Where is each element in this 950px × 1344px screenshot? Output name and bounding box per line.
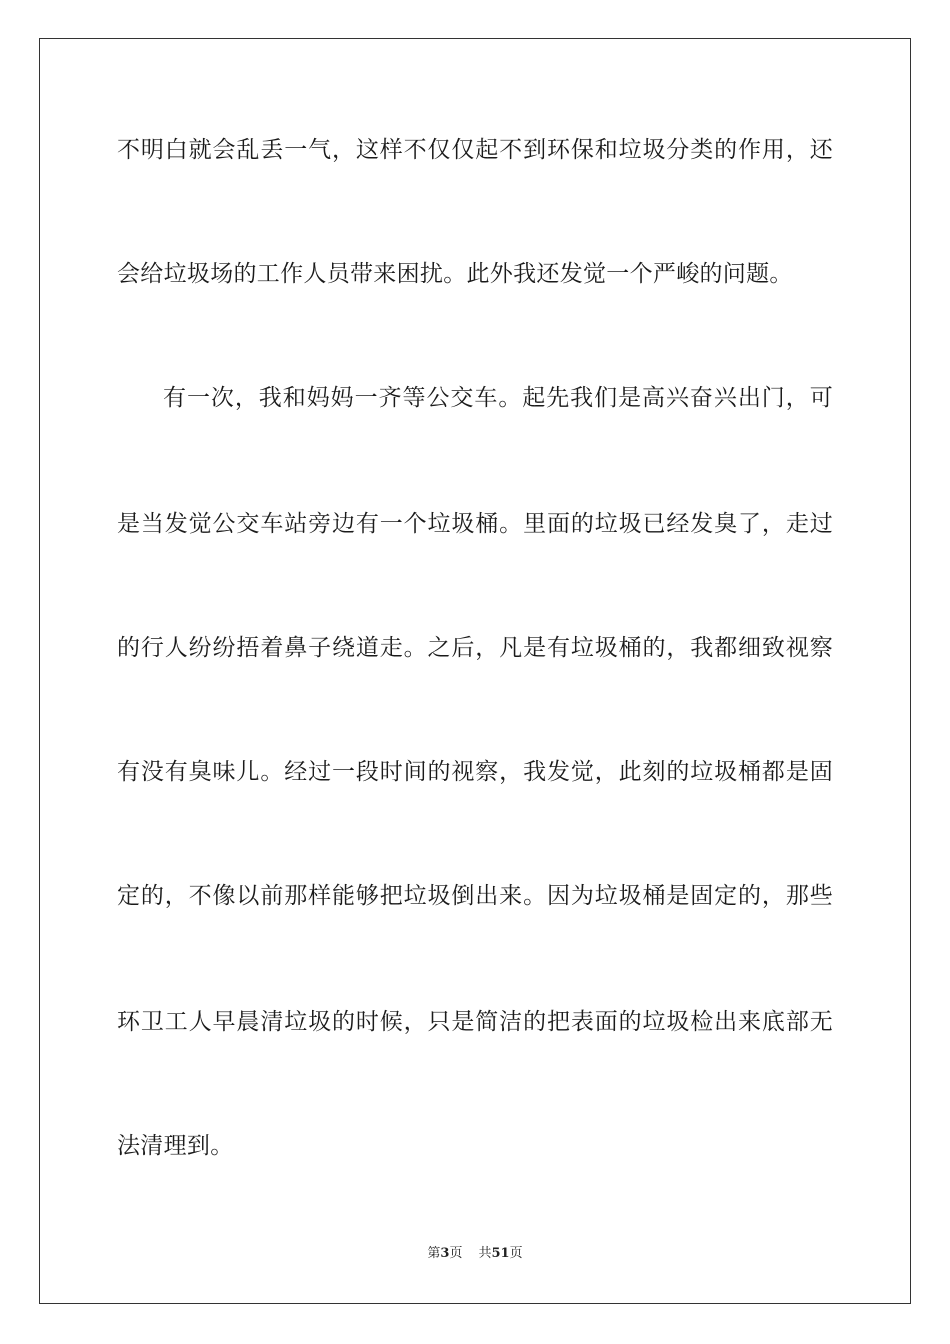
total-prefix: 共 <box>478 1246 492 1261</box>
page-number: 3 <box>440 1246 450 1261</box>
text-line-7: 定的，不像以前那样能够把垃圾倒出来。因为垃圾桶是固定的，那些 <box>117 883 833 909</box>
text-line-1: 不明白就会乱丢一气，这样不仅仅起不到环保和垃圾分类的作用，还 <box>117 137 833 163</box>
text-line-9: 法清理到。 <box>117 1133 234 1159</box>
text-line-2: 会给垃圾场的工作人员带来困扰。此外我还发觉一个严峻的问题。 <box>117 261 793 287</box>
text-line-4: 是当发觉公交车站旁边有一个垃圾桶。里面的垃圾已经发臭了，走过 <box>117 511 833 537</box>
text-line-5: 的行人纷纷捂着鼻子绕道走。之后，凡是有垃圾桶的，我都细致视察 <box>117 635 833 661</box>
text-line-8: 环卫工人早晨清垃圾的时候，只是简洁的把表面的垃圾检出来底部无 <box>117 1009 833 1035</box>
total-suffix: 页 <box>509 1246 523 1261</box>
page-footer <box>0 1245 950 1263</box>
page-suffix: 页 <box>449 1246 463 1261</box>
total-pages: 51 <box>491 1246 510 1261</box>
page-prefix: 第 <box>427 1246 441 1261</box>
text-line-6: 有没有臭味儿。经过一段时间的视察，我发觉，此刻的垃圾桶都是固 <box>117 759 833 785</box>
page-border <box>39 38 911 1304</box>
text-line-3: 有一次，我和妈妈一齐等公交车。起先我们是高兴奋兴出门，可 <box>163 385 833 411</box>
